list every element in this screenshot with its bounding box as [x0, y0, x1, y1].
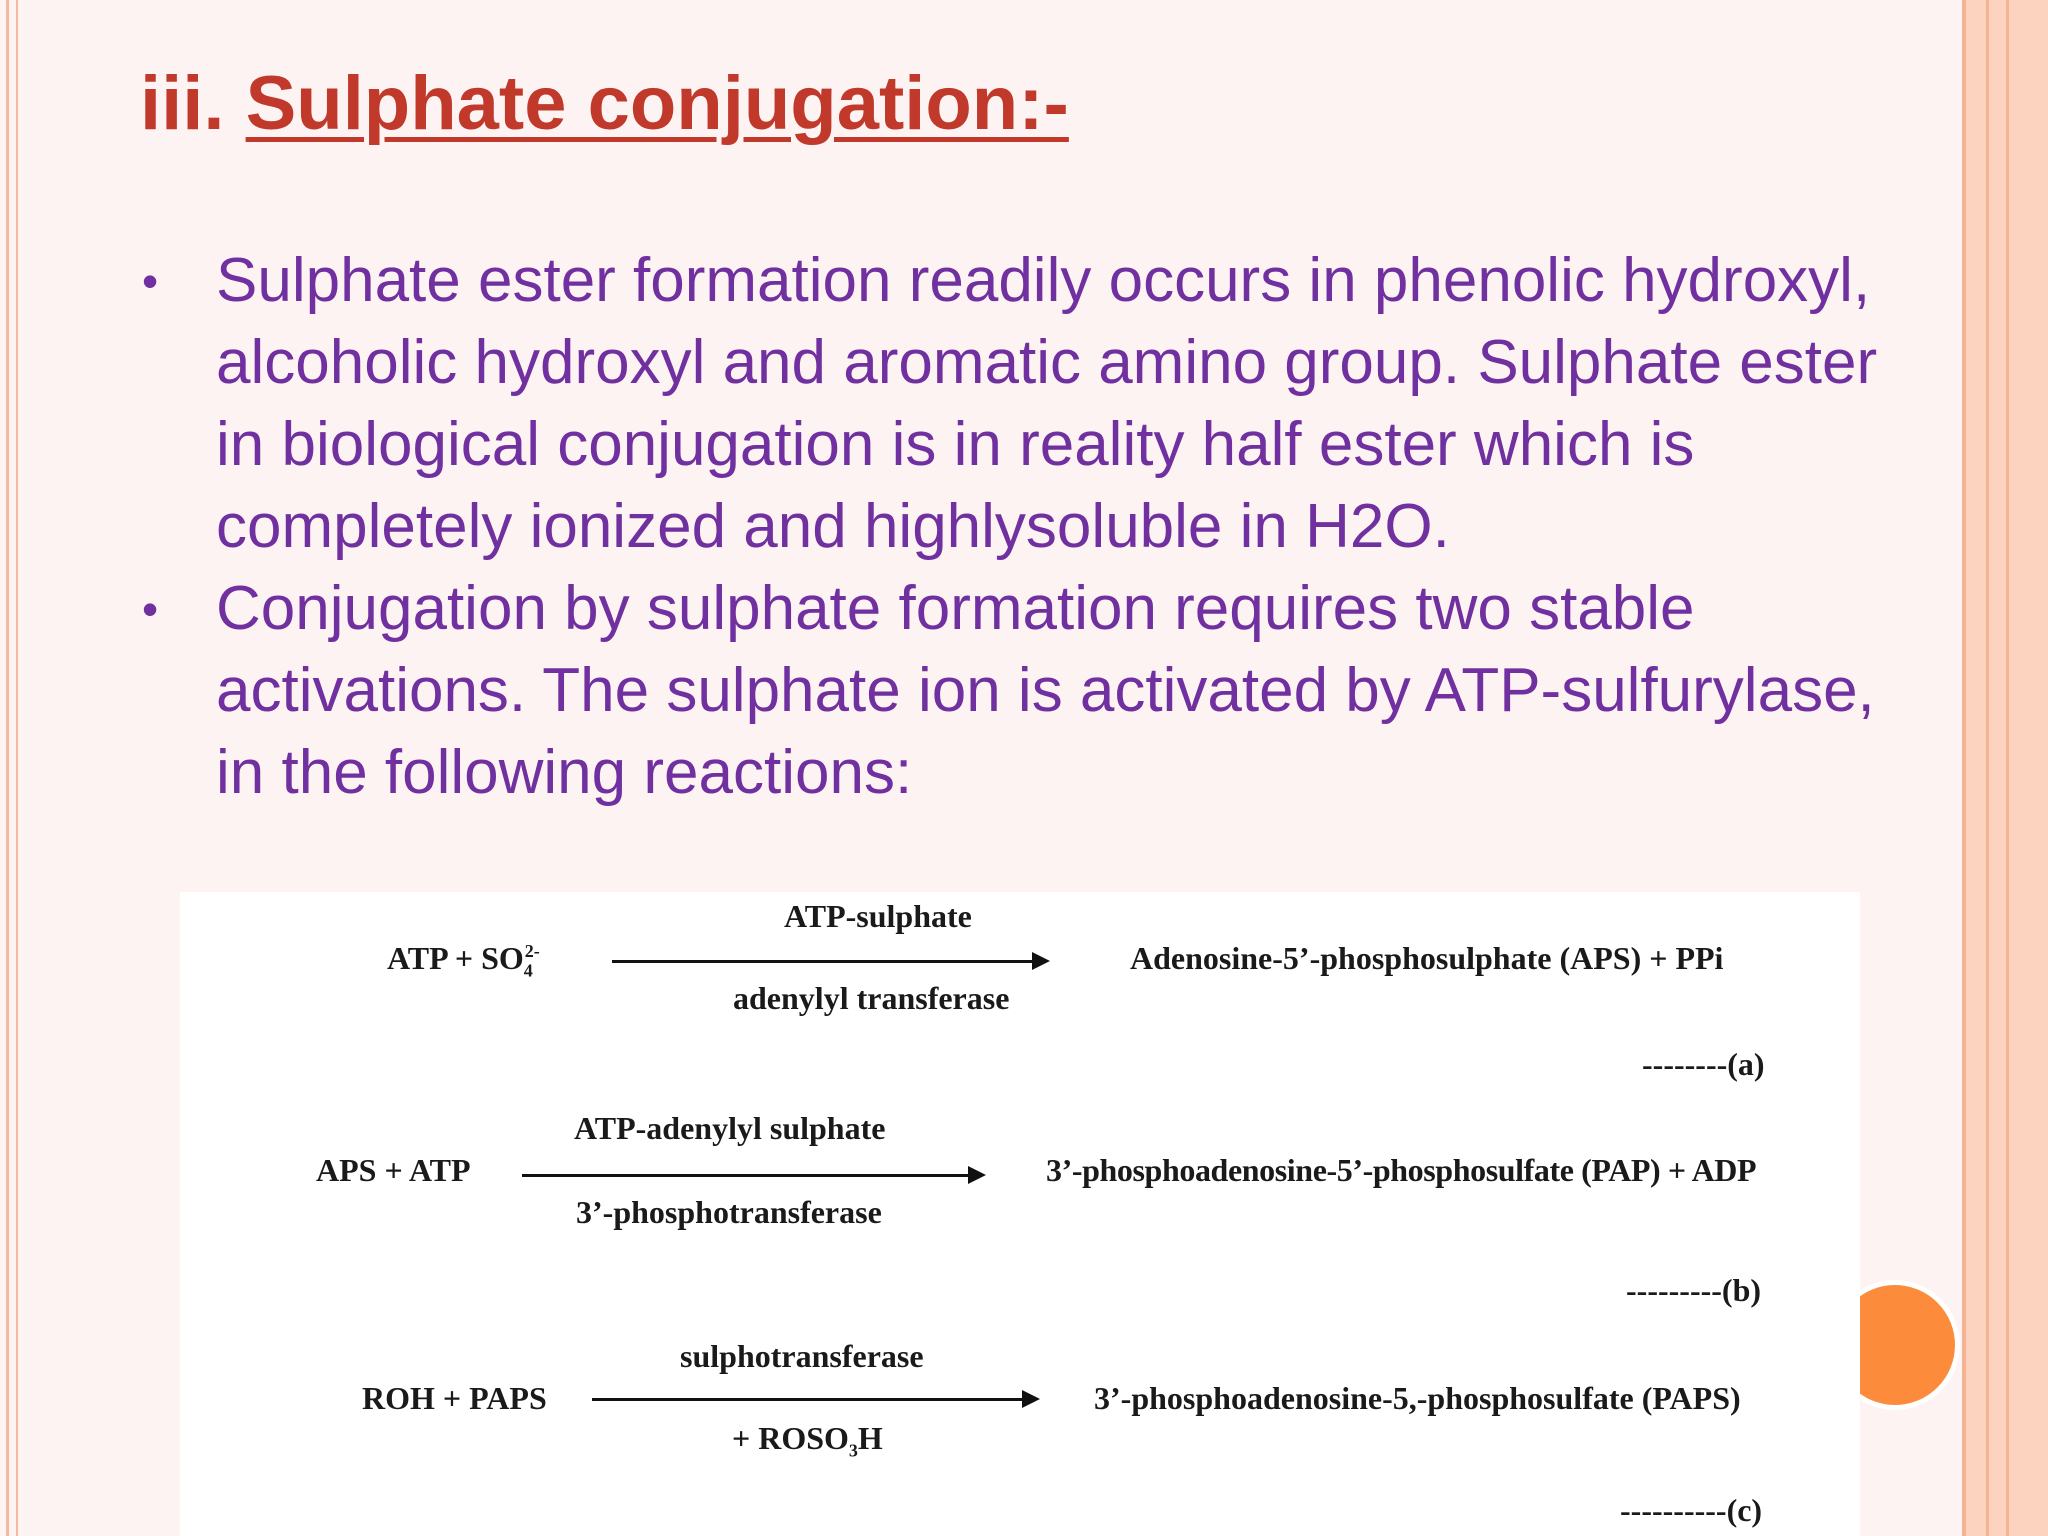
reaction-c-products: 3’-phosphoadenosine-5,-phosphosulfate (PAPS) — [1094, 1380, 1741, 1416]
title-prefix: iii. — [140, 61, 246, 146]
bullet-list — [140, 240, 1900, 814]
reaction-c-arrow — [592, 1398, 1024, 1401]
left-border-line-inner — [16, 0, 18, 1536]
reaction-b-reactants: APS + ATP — [316, 1152, 471, 1188]
bullet-item — [140, 240, 1900, 568]
right-border-line-outer — [2006, 0, 2009, 1536]
right-border-line — [1962, 0, 1966, 1536]
left-border-line — [6, 0, 9, 1536]
right-border-line-middle — [1986, 0, 1989, 1536]
reaction-a-enzyme-bottom: adenylyl transferase — [733, 980, 1010, 1016]
reaction-a-reactants: ATP + $SO_4^{2-}$ — [387, 940, 540, 981]
slide-title — [140, 62, 1069, 146]
reaction-a-label: --------(a) — [1642, 1046, 1765, 1082]
bullet-item — [140, 568, 1900, 814]
reaction-a-enzyme-top: ATP-sulphate — [784, 898, 972, 934]
reaction-c-label: ----------(c) — [1620, 1492, 1763, 1528]
bullet-dot-icon: • — [142, 583, 159, 635]
reaction-c-enzyme-bottom: + $ROSO_3H$ — [732, 1420, 883, 1461]
reaction-b-arrow — [522, 1174, 970, 1177]
bullet-text: Conjugation by sulphate formation requires two stable activations. The sulphate ion is activated by ATP-sulfurylase, in the following reactions: — [216, 574, 1875, 807]
reaction-c-enzyme-top: sulphotransferase — [680, 1338, 924, 1374]
bullet-dot-icon: • — [142, 255, 159, 307]
title-main: Sulphate conjugation:- — [245, 61, 1069, 146]
reaction-c-reactants: ROH + PAPS — [362, 1380, 547, 1416]
reaction-scheme-figure — [180, 892, 1860, 1536]
reaction-a-arrow — [612, 960, 1034, 963]
reaction-a-products: Adenosine-5’-phosphosulphate (APS) + PPi — [1130, 940, 1724, 976]
reaction-b-label: ---------(b) — [1626, 1272, 1762, 1308]
reaction-b-products: 3’-phosphoadenosine-5’-phosphosulfate (PAP) + ADP — [1046, 1152, 1757, 1188]
bullet-text: Sulphate ester formation readily occurs in phenolic hydroxyl, alcoholic hydroxyl and aromatic amino group. Sulphate ester in biological conjugation is in reality half ester which is completely ionized and highlysoluble in H2O. — [216, 246, 1878, 561]
reaction-b-enzyme-top: ATP-adenylyl sulphate — [574, 1110, 886, 1146]
reaction-b-enzyme-bottom: 3’-phosphotransferase — [576, 1194, 882, 1230]
